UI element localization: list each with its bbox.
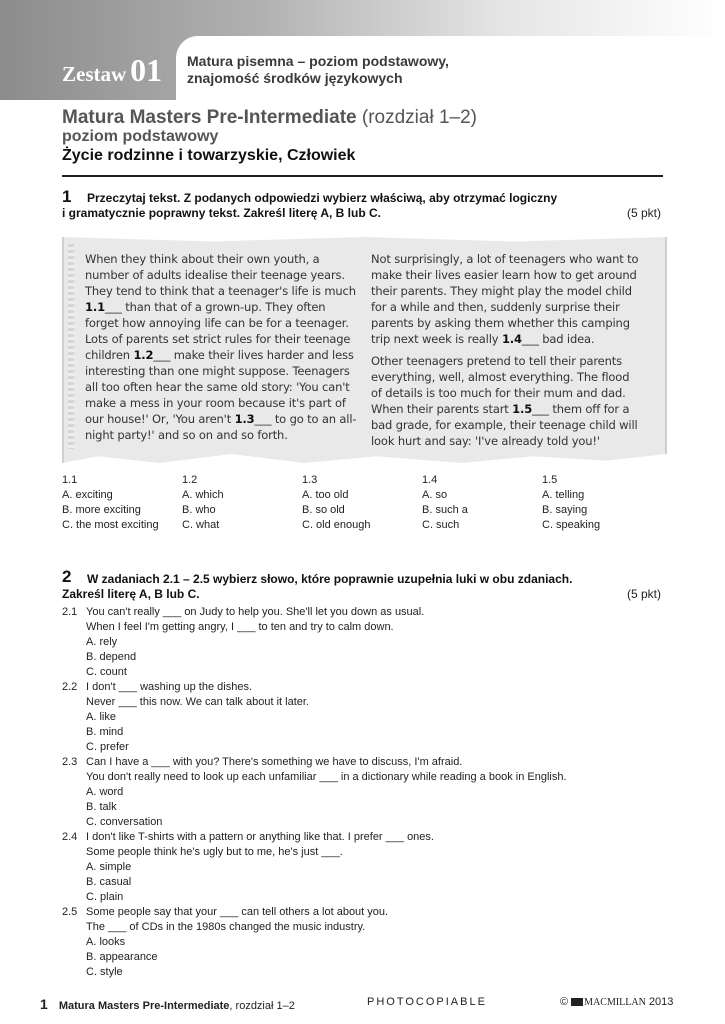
option-c[interactable]: C. old enough (302, 519, 371, 531)
option-b[interactable]: B. casual (86, 876, 132, 888)
page-number: 1 (40, 996, 48, 1012)
copyright-symbol: © (560, 996, 572, 1008)
text-segment: to go to an all-night party!' and so on and so forth. (85, 412, 357, 442)
question-number: 1.4 (422, 474, 438, 486)
option-a[interactable]: A. looks (86, 936, 126, 948)
text-segment: Other teenagers pretend to tell their parents everything, well, almost everything. The flood of details is too much for their mum and dad. When their parents start (371, 354, 630, 416)
question-number: 2.3 (62, 756, 78, 768)
question-number: 1.2 (182, 474, 198, 486)
option-b[interactable]: B. more exciting (62, 504, 141, 516)
text-segment: make their lives harder and less interesting than one might suppose. Teenagers all too often hear the same old story: 'You can't make a mess in your room because it's part of our house!' Or, 'You aren't (85, 348, 354, 426)
level-label: poziom podstawowy (62, 128, 219, 145)
question-number: 2.1 (62, 606, 78, 618)
reading-paragraph (371, 251, 643, 347)
sentence-1 (62, 755, 662, 770)
option-c[interactable]: C. conversation (86, 816, 163, 828)
exercise2-number-text: 2 (62, 567, 72, 586)
option-b[interactable]: B. so old (302, 504, 345, 516)
reading-left-column (85, 251, 357, 449)
exercise1-points: (5 pkt) (627, 206, 662, 220)
set-number: 01 (130, 52, 163, 88)
question-number: 2.4 (62, 831, 78, 843)
sentence-2: Some people think he's ugly but to me, he's just ___. (86, 846, 343, 858)
page-title (62, 107, 477, 129)
option-c[interactable]: C. count (86, 666, 127, 678)
exercise2-instruction-line2: Zakreśl literę A, B lub C. (62, 587, 200, 601)
option-b[interactable]: B. saying (542, 504, 588, 516)
exercise1-instruction-line1: Przeczytaj tekst. Z podanych odpowiedzi wybierz właściwą, aby otrzymać logiczny (87, 191, 558, 205)
sentence-text: Can I have a ___ with you? There's something we have to discuss, I'm afraid. (86, 756, 463, 768)
question-2-1 (62, 605, 662, 680)
title-divider (62, 175, 663, 177)
set-word: Zestaw (62, 62, 127, 86)
question-2-2 (62, 680, 662, 755)
sentence-text: I don't ___ washing up the dishes. (86, 681, 252, 693)
blank: ___ (254, 412, 272, 426)
blank: ___ (532, 402, 549, 416)
blank: ___ (153, 348, 171, 362)
notebook-spine (68, 244, 74, 449)
exercise2-points: (5 pkt) (627, 587, 662, 601)
options-1-2 (182, 473, 224, 533)
sentence-text: I don't like T-shirts with a pattern or anything like that. I prefer ___ ones. (86, 831, 434, 843)
blank: ___ (521, 332, 539, 346)
sentence-2: You don't really need to look up each unfamiliar ___ in a dictionary while reading a book in English. (86, 771, 567, 783)
text-segment: them off for a bad grade, for example, their teenage child will look hurt and say: 'I've already told you!' (371, 402, 638, 448)
option-c[interactable]: C. such (422, 519, 460, 531)
sentence-2: Never ___ this now. We can talk about it later. (86, 696, 309, 708)
exercise1-number-text: 1 (62, 187, 72, 206)
sentence-1 (62, 905, 662, 920)
option-a[interactable]: A. like (86, 711, 116, 723)
option-c[interactable]: C. what (182, 519, 220, 531)
question-2-3 (62, 755, 662, 830)
photocopiable-label: PHOTOCOPIABLE (367, 996, 487, 1008)
sentence-text: Some people say that your ___ can tell others a lot about you. (86, 906, 389, 918)
exercise2-instruction-line1: W zadaniach 2.1 – 2.5 wybierz słowo, które poprawnie uzupełnia luki w obu zdaniach. (87, 572, 573, 586)
gap-1-1: 1.1 (85, 300, 105, 314)
question-number: 1.3 (302, 474, 318, 486)
option-a[interactable]: A. rely (86, 636, 118, 648)
sentence-2: When I feel I'm getting angry, I ___ to ten and try to calm down. (86, 621, 394, 633)
topic-label: Życie rodzinne i towarzyskie, Człowiek (62, 147, 356, 164)
set-label (62, 52, 162, 89)
text-segment: Not surprisingly, a lot of teenagers who want to make their lives easier learn how to get around their parents. They might play the model child for a while and then, suddenly surprise their parents by asking them whether this camping trip next week is really (371, 252, 639, 346)
exercise2-questions (62, 605, 662, 980)
option-c[interactable]: C. prefer (86, 741, 129, 753)
question-number: 1.5 (542, 474, 558, 486)
text-segment: bad idea. (538, 332, 595, 346)
sentence-1 (62, 605, 662, 620)
question-number: 2.2 (62, 681, 78, 693)
option-a[interactable]: A. too old (302, 489, 349, 501)
exercise2-number (62, 567, 71, 587)
options-1-1 (62, 473, 159, 533)
option-a[interactable]: A. telling (542, 489, 585, 501)
options-1-4 (422, 473, 468, 533)
option-c[interactable]: C. speaking (542, 519, 601, 531)
sentence-1 (62, 830, 662, 845)
option-c[interactable]: C. style (86, 966, 123, 978)
sentence-1 (62, 680, 662, 695)
reading-right-column (371, 251, 643, 455)
gap-1-5: 1.5 (512, 402, 533, 416)
question-number: 2.5 (62, 906, 78, 918)
reading-paragraph (85, 251, 357, 443)
footer-chapter: , rozdział 1–2 (229, 1000, 295, 1012)
option-b[interactable]: B. appearance (86, 951, 158, 963)
option-c[interactable]: C. plain (86, 891, 124, 903)
option-b[interactable]: B. such a (422, 504, 468, 516)
question-number: 1.1 (62, 474, 78, 486)
footer-title: Matura Masters Pre-Intermediate (58, 1000, 230, 1012)
sentence-2: The ___ of CDs in the 1980s changed the music industry. (86, 921, 366, 933)
option-a[interactable]: A. word (86, 786, 124, 798)
gap-1-3: 1.3 (234, 412, 255, 426)
exam-type-line2: znajomość środków językowych (187, 70, 403, 86)
option-b[interactable]: B. mind (86, 726, 124, 738)
option-b[interactable]: B. who (182, 504, 216, 516)
option-b[interactable]: B. talk (86, 801, 117, 813)
gap-1-2: 1.2 (133, 348, 154, 362)
publisher-logo-icon (571, 998, 583, 1006)
exercise1-instruction-line2: i gramatycznie poprawny tekst. Zakreśl literę A, B lub C. (62, 206, 381, 220)
option-b[interactable]: B. depend (86, 651, 137, 663)
page-footer (40, 996, 674, 1012)
exercise1-number (62, 187, 71, 207)
copyright-year: 2013 (645, 996, 674, 1008)
question-2-5 (62, 905, 662, 980)
options-1-3 (302, 473, 371, 533)
option-a[interactable]: A. which (182, 489, 224, 501)
exam-type-line1: Matura pisemna – poziom podstawowy, (187, 53, 449, 69)
course-title: Matura Masters Pre-Intermediate (62, 107, 357, 128)
options-1-5 (542, 473, 600, 533)
option-a[interactable]: A. simple (86, 861, 132, 873)
blank: ___ (104, 300, 122, 314)
text-segment: When they think about their own youth, a number of adults idealise their teenage years. They tend to think that a teenager's life is much (85, 252, 356, 298)
gap-1-4: 1.4 (501, 332, 522, 346)
text-segment: than that of a grown-up. They often forget how annoying life can be for a teenager. Lots of parents set strict rules for their teenage children (85, 300, 351, 362)
sentence-text: You can't really ___ on Judy to help you. She'll let you down as usual. (86, 606, 425, 618)
option-a[interactable]: A. so (422, 489, 448, 501)
option-a[interactable]: A. exciting (62, 489, 113, 501)
option-c[interactable]: C. the most exciting (62, 519, 159, 531)
copyright (560, 996, 673, 1008)
exam-type (187, 53, 449, 87)
reading-paragraph (371, 353, 643, 449)
chapter-label: (rozdział 1–2) (361, 107, 477, 128)
question-2-4 (62, 830, 662, 905)
publisher-name: MACMILLAN (584, 997, 646, 1008)
